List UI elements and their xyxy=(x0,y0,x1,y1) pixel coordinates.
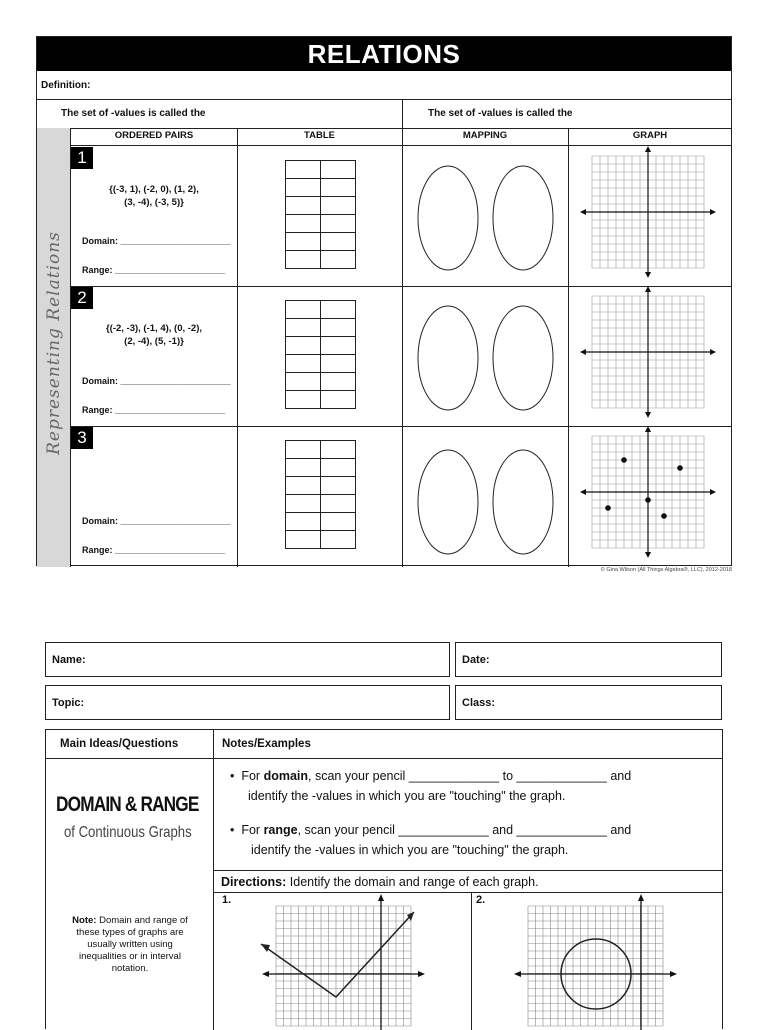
bullet-text: For xyxy=(241,769,264,783)
mapping-diagram-3 xyxy=(402,426,568,567)
coordinate-graph-2 xyxy=(568,286,732,426)
arrow-head xyxy=(670,971,677,977)
name-label: Name: xyxy=(52,654,86,666)
bullet-keyword: range xyxy=(263,823,298,837)
directions-text: Identify the domain and range of each graph. xyxy=(286,875,539,889)
arrow-head xyxy=(580,489,586,495)
arrow-head xyxy=(645,146,651,152)
mapping-diagram-2 xyxy=(402,286,568,426)
mapping-oval-domain[interactable] xyxy=(418,166,478,270)
bullet-text: , scan your pencil _____________ to _____________ and xyxy=(308,769,632,783)
xy-table-2[interactable] xyxy=(285,300,356,409)
class-label: Class: xyxy=(462,697,496,709)
divider xyxy=(37,128,731,129)
bullet-text: For xyxy=(241,823,264,837)
bullet-range-line2: identify the -values in which you are "touching" the graph. xyxy=(251,843,569,857)
pairs-line: {(-2, -3), (-1, 4), (0, -2), xyxy=(105,323,203,334)
row-number-3: 3 xyxy=(71,427,93,449)
divider xyxy=(237,128,238,567)
pairs-line: (2, -4), (5, -1)} xyxy=(124,336,184,347)
topic-heading: DOMAIN & RANGE xyxy=(56,793,199,816)
arrow-head xyxy=(645,412,651,418)
divider xyxy=(471,892,472,1030)
divider xyxy=(37,99,731,100)
topic-subheading: of Continuous Graphs xyxy=(64,824,192,841)
topic-field[interactable] xyxy=(45,685,450,720)
bullet-domain: • For domain, scan your pencil _____________ to _____________ and xyxy=(230,769,632,783)
topic-label: Topic: xyxy=(52,697,85,709)
arrow-head xyxy=(514,971,521,977)
worksheet-title: RELATIONS xyxy=(37,37,731,71)
plotted-point xyxy=(621,457,627,463)
plotted-point xyxy=(645,497,651,503)
col-notes-examples: Notes/Examples xyxy=(222,738,311,750)
coordinate-graph-1 xyxy=(568,146,732,286)
note-body: Domain and range of these types of graphs are usually written using inequalities or in interval notation. xyxy=(76,915,188,974)
mapping-oval-range[interactable] xyxy=(493,306,553,410)
side-banner xyxy=(37,128,71,567)
arrow-head xyxy=(710,209,716,215)
relations-worksheet xyxy=(36,36,732,566)
directions-label: Directions: xyxy=(221,875,287,889)
absolute-value-curve xyxy=(261,912,414,997)
bullet-text: , scan your pencil _____________ and _____________ and xyxy=(297,823,632,837)
arrow-head xyxy=(262,971,269,977)
arrow-head xyxy=(645,272,651,278)
plotted-point xyxy=(605,505,611,511)
arrow-head xyxy=(710,489,716,495)
xy-table-3[interactable] xyxy=(285,440,356,549)
arrow-head xyxy=(645,286,651,292)
range-field-3[interactable]: Range: ______________________ xyxy=(82,545,226,555)
col-graph: GRAPH xyxy=(632,130,668,141)
range-field-2[interactable]: Range: ______________________ xyxy=(82,405,226,415)
definition-label: Definition: xyxy=(41,80,91,91)
row-number-2: 2 xyxy=(71,287,93,309)
arrow-head xyxy=(710,349,716,355)
class-field[interactable] xyxy=(455,685,722,720)
set-y-text: The set of -values is called the xyxy=(428,108,573,119)
arrow-head xyxy=(645,426,651,432)
problem-2-label: 2. xyxy=(476,894,486,906)
plotted-point xyxy=(661,513,667,519)
problem-1-label: 1. xyxy=(222,894,232,906)
date-field[interactable] xyxy=(455,642,722,677)
col-main-ideas: Main Ideas/Questions xyxy=(60,738,179,750)
arrow-head xyxy=(580,209,586,215)
problem-1-graph xyxy=(256,894,426,1030)
note-text xyxy=(64,915,196,975)
xy-table-1[interactable] xyxy=(285,160,356,269)
col-ordered-pairs: ORDERED PAIRS xyxy=(114,130,194,141)
bullet-range: • For range, scan your pencil _____________ and _____________ and xyxy=(230,823,632,837)
arrow-head xyxy=(638,894,644,901)
domain-field-1[interactable]: Domain: ______________________ xyxy=(82,236,231,246)
row-number-1: 1 xyxy=(71,147,93,169)
copyright: © Gina Wilson (All Things Algebra®, LLC), 2012-2018 xyxy=(600,567,732,573)
directions xyxy=(221,875,539,889)
set-x-text: The set of -values is called the xyxy=(61,108,206,119)
divider xyxy=(213,870,722,871)
cornell-notes xyxy=(45,729,723,1029)
mapping-oval-domain[interactable] xyxy=(418,450,478,554)
date-label: Date: xyxy=(462,654,490,666)
arrow-head xyxy=(418,971,425,977)
domain-field-2[interactable]: Domain: ______________________ xyxy=(82,376,231,386)
mapping-oval-domain[interactable] xyxy=(418,306,478,410)
ordered-pairs-2 xyxy=(71,322,237,348)
divider xyxy=(213,730,214,1030)
mapping-diagram-1 xyxy=(402,146,568,286)
divider xyxy=(46,758,722,759)
coordinate-graph-3 xyxy=(568,426,732,567)
name-field[interactable] xyxy=(45,642,450,677)
problem-2-graph xyxy=(513,894,683,1030)
domain-field-3[interactable]: Domain: ______________________ xyxy=(82,516,231,526)
range-field-1[interactable]: Range: ______________________ xyxy=(82,265,226,275)
divider xyxy=(213,892,722,893)
divider xyxy=(402,99,403,128)
arrow-head xyxy=(261,944,270,952)
side-label: Representing Relations xyxy=(44,231,64,455)
bullet-domain-line2: identify the -values in which you are "touching" the graph. xyxy=(248,789,566,803)
arrow-head xyxy=(378,894,384,901)
plotted-point xyxy=(677,465,683,471)
pairs-line: {(-3, 1), (-2, 0), (1, 2), xyxy=(109,184,199,195)
arrow-head xyxy=(645,552,651,558)
col-table: TABLE xyxy=(304,130,335,141)
mapping-oval-range[interactable] xyxy=(493,166,553,270)
ordered-pairs-1 xyxy=(71,183,237,209)
mapping-oval-range[interactable] xyxy=(493,450,553,554)
col-mapping: MAPPING xyxy=(462,130,508,141)
pairs-line: (3, -4), (-3, 5)} xyxy=(124,197,184,208)
note-label: Note: xyxy=(72,915,97,926)
bullet-keyword: domain xyxy=(263,769,309,783)
arrow-head xyxy=(580,349,586,355)
